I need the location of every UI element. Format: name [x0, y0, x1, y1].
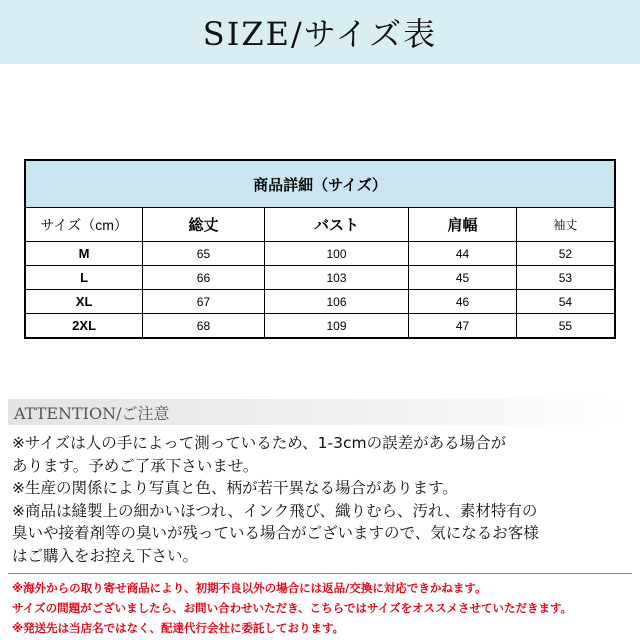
shoulder-cell: 46 [409, 290, 517, 314]
attention-header [8, 399, 632, 425]
attention-title: ATTENTION/ご注意 [14, 403, 170, 423]
table-row [25, 314, 615, 339]
divider [8, 573, 632, 574]
note-line: ※サイズは人の手によって測っているため、1-3cmの誤差がある場合が [12, 434, 507, 452]
shoulder-cell: 47 [409, 314, 517, 339]
sleeve-cell: 52 [516, 242, 615, 266]
bust-cell: 100 [264, 242, 408, 266]
size-cell: 2XL [25, 314, 143, 339]
shoulder-cell: 44 [409, 242, 517, 266]
header-sleeve: 袖丈 [516, 208, 615, 242]
sleeve-cell: 55 [516, 314, 615, 339]
shoulder-cell: 45 [409, 266, 517, 290]
bust-cell: 103 [264, 266, 408, 290]
table-row [25, 290, 615, 314]
bust-cell: 109 [264, 314, 408, 339]
header-length: 総丈 [143, 208, 265, 242]
table-row [25, 242, 615, 266]
note-line: ※生産の関係により写真と色、柄が若干異なる場合があります。 [12, 479, 458, 498]
notes-block [12, 432, 632, 568]
table-row [25, 266, 615, 290]
page-title: SIZE/サイズ表 [202, 15, 438, 53]
note-line: はご購入をお控え下さい。 [12, 546, 199, 565]
length-cell: 66 [143, 266, 265, 290]
length-cell: 67 [143, 290, 265, 314]
note-line: あります。予めご了承下さいませ。 [12, 456, 259, 475]
length-cell: 65 [143, 242, 265, 266]
footnote-line: ※海外からの取り寄せ商品により、初期不良以外の場合には返品/交換に対応できかねます。 [12, 581, 487, 595]
sleeve-cell: 54 [516, 290, 615, 314]
table-header-row [25, 208, 615, 242]
header-size: サイズ（cm） [25, 208, 143, 242]
note-line: ※商品は縫製上の細かいほつれ、インク飛び、織りむら、汚れ、素材特有の [12, 501, 538, 520]
sleeve-cell: 53 [516, 266, 615, 290]
header-shoulder: 肩幅 [409, 208, 517, 242]
footnote-line: ※発送先は当店名ではなく、配達代行会社に委託しております。 [12, 621, 345, 635]
footnote-line: サイズの問題がございましたら、お問い合わせいただき、こちらではサイズをオススメさせていただきます。 [12, 601, 573, 615]
note-line: 臭いや接着剤等の臭いが残っている場合がございますので、気になるお客様 [12, 524, 539, 543]
size-cell: XL [25, 290, 143, 314]
bust-cell: 106 [264, 290, 408, 314]
footnotes-block [12, 578, 632, 638]
length-cell: 68 [143, 314, 265, 339]
title-banner [0, 0, 640, 64]
table-caption: 商品詳細（サイズ） [25, 160, 615, 208]
header-bust: バスト [264, 208, 408, 242]
size-cell: L [25, 266, 143, 290]
size-cell: M [25, 242, 143, 266]
size-table [24, 159, 616, 339]
table-caption-row [25, 160, 615, 208]
